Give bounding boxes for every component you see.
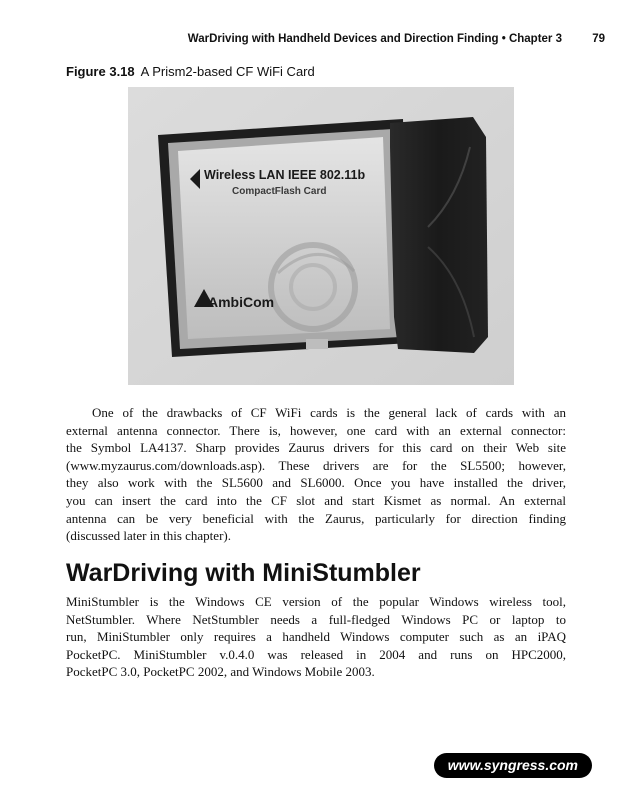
paragraph-2-line: PocketPC 3.0, PocketPC 2002, and Windows Mobile 2003. bbox=[66, 664, 375, 680]
paragraph-2-line: NetStumbler. Where NetStumbler needs a full-fledged Windows PC or laptop to bbox=[66, 611, 566, 627]
figure-photo bbox=[128, 87, 514, 385]
paragraph-1-line: (www.myzaurus.com/downloads.asp). These drivers are for the SL5500; however, bbox=[66, 457, 566, 473]
paragraph-1-line: external antenna connector. There is, however, one card with an external connector: bbox=[66, 422, 566, 438]
paragraph-2 bbox=[66, 593, 566, 681]
figure-number: Figure 3.18 bbox=[66, 64, 135, 79]
paragraph-1-line: (discussed later in this chapter). bbox=[66, 528, 231, 544]
figure-caption-text: A Prism2-based CF WiFi Card bbox=[140, 64, 315, 79]
paragraph-1-line: you can insert the card into the CF slot and start Kismet as normal. An external bbox=[66, 492, 566, 508]
paragraph-1-line: the Symbol LA4137. Sharp provides Zaurus drivers for this card on their Web site bbox=[66, 440, 566, 456]
paragraph-2-line: MiniStumbler is the Windows CE version of the popular Windows wireless tool, bbox=[66, 594, 566, 609]
website-badge: www.syngress.com bbox=[434, 753, 592, 778]
paragraph-2-line: PocketPC. MiniStumbler v.0.4.0 was released in 2004 and runs on HPC2000, bbox=[66, 646, 566, 662]
paragraph-1 bbox=[66, 404, 566, 545]
page-number: 79 bbox=[592, 33, 605, 45]
running-head bbox=[0, 33, 620, 49]
figure-caption bbox=[66, 64, 315, 79]
card-label-line1: Wireless LAN IEEE 802.11b bbox=[204, 168, 366, 182]
paragraph-2-line: run, MiniStumbler only requires a handheld Windows computer such as an iPAQ bbox=[66, 629, 566, 645]
paragraph-1-line: One of the drawbacks of CF WiFi cards is the general lack of cards with an bbox=[92, 405, 566, 420]
section-heading: WarDriving with MiniStumbler bbox=[66, 559, 421, 587]
cf-card-illustration bbox=[128, 87, 514, 385]
card-label-line2: CompactFlash Card bbox=[232, 186, 327, 197]
running-title: WarDriving with Handheld Devices and Direction Finding • Chapter 3 bbox=[187, 33, 562, 45]
paragraph-1-line: antenna can be very beneficial with the Zaurus, particularly for direction finding bbox=[66, 510, 566, 526]
paragraph-1-line: they also work with the SL5600 and SL6000. Once you have installed the driver, bbox=[66, 475, 566, 491]
card-brand: AmbiCom bbox=[208, 294, 275, 310]
